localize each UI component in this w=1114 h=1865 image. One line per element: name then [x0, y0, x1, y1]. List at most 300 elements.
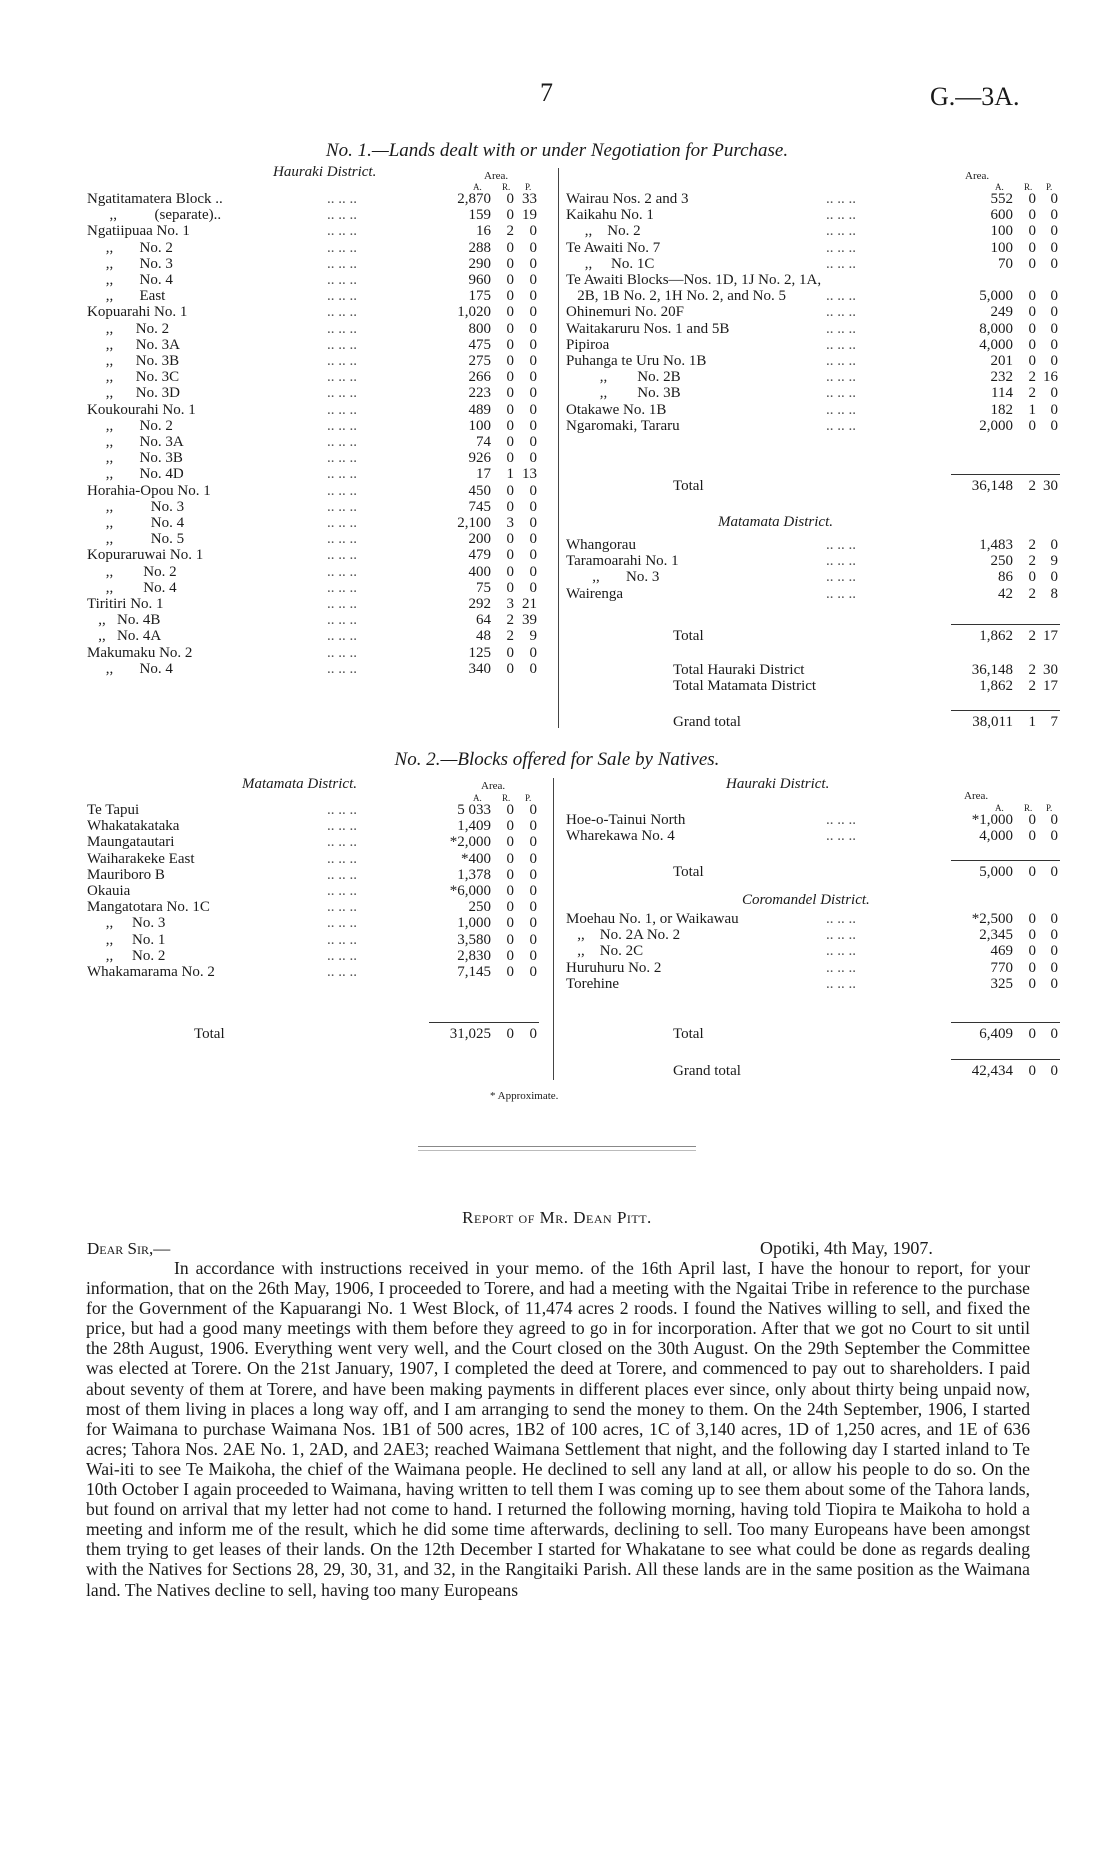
area-perches: 0	[1050, 569, 1058, 586]
area-roods: 0	[1028, 927, 1036, 944]
leader-dots: .. .. ..	[327, 482, 357, 499]
area-perches: 0	[529, 304, 537, 321]
area-acres: 1,483	[979, 537, 1013, 553]
entry-name: ,, No. 2	[87, 239, 173, 256]
leader-dots: .. .. ..	[327, 947, 357, 964]
leader-dots: .. .. ..	[327, 223, 357, 240]
total-perches: 0	[1050, 1063, 1058, 1079]
table-row	[87, 402, 557, 419]
area-acres: *400	[461, 850, 491, 867]
leader-dots: .. .. ..	[826, 288, 856, 305]
area-perches: 0	[529, 498, 537, 515]
area-acres: 250	[468, 899, 491, 916]
area-acres: 249	[990, 304, 1013, 321]
matamata-district-heading: Matamata District.	[718, 514, 833, 530]
unit-roods: R.	[502, 182, 511, 192]
section2-title: No. 2.—Blocks offered for Sale by Natives.	[394, 749, 720, 770]
total-label: Total	[673, 864, 704, 880]
area-perches: 8	[1050, 585, 1058, 602]
area-roods: 0	[506, 531, 514, 548]
area-acres: 600	[990, 207, 1013, 224]
table-row	[87, 385, 557, 402]
area-roods: 0	[506, 353, 514, 369]
area-acres: 475	[468, 336, 491, 353]
area-roods: 0	[1028, 911, 1036, 927]
leader-dots: .. .. ..	[327, 304, 357, 321]
entry-name: Mangatotara No. 1C	[87, 899, 210, 916]
area-acres: 86	[998, 569, 1013, 586]
entry-name: Ohinemuri No. 20F	[566, 304, 684, 321]
area-roods: 0	[506, 272, 514, 288]
area-acres: 250	[990, 553, 1013, 570]
area-roods: 0	[1028, 353, 1036, 369]
total-perches: 17	[1043, 628, 1058, 644]
entry-name: Kopuarahi No. 1	[87, 304, 188, 321]
leader-dots: .. .. ..	[327, 915, 357, 932]
table-row	[566, 255, 1058, 273]
table-row	[87, 369, 557, 386]
unit-acres: A.	[995, 803, 1004, 813]
area-acres: 100	[468, 417, 491, 434]
entry-name: Wairau Nos. 2 and 3	[566, 191, 689, 207]
table-row	[566, 927, 1058, 944]
area-roods: 0	[1028, 417, 1036, 434]
area-perches: 0	[529, 450, 537, 467]
total-acres: 1,862	[979, 628, 1013, 644]
hauraki-total-row	[566, 478, 1058, 495]
table-row	[87, 915, 547, 932]
area-roods: 3	[506, 515, 514, 531]
unit-acres: A.	[473, 793, 482, 803]
leader-dots: .. .. ..	[327, 818, 357, 835]
area-roods: 0	[1028, 812, 1036, 828]
leader-dots: .. .. ..	[826, 959, 856, 976]
table-row	[566, 320, 1058, 338]
area-perches: 0	[529, 239, 537, 256]
entry-name: ,, No. 3	[87, 255, 173, 272]
area-roods: 0	[1028, 191, 1036, 207]
entry-name: Kaikahu No. 1	[566, 207, 654, 224]
entry-name: Whakamarama No. 2	[87, 964, 215, 980]
total-perches: 0	[1050, 864, 1058, 880]
area-roods: 0	[506, 255, 514, 272]
leader-dots: .. .. ..	[327, 834, 357, 851]
entry-name: ,, No. 2	[87, 947, 166, 964]
table-row	[566, 272, 1026, 289]
section1-divider	[558, 168, 559, 728]
leader-dots: .. .. ..	[826, 943, 856, 960]
entry-name: ,, No. 2	[566, 223, 641, 240]
table-row	[87, 240, 557, 257]
table-row	[87, 191, 557, 208]
leader-dots: .. .. ..	[327, 883, 357, 899]
area-acres: 175	[468, 288, 491, 305]
area-acres: 2,345	[979, 927, 1013, 944]
total-roods: 2	[1028, 662, 1036, 678]
area-roods: 0	[1028, 239, 1036, 256]
table-row	[87, 661, 557, 678]
entry-name: 2B, 1B No. 2, 1H No. 2, and No. 5	[566, 288, 786, 305]
area-roods: 0	[506, 850, 514, 867]
total-roods: 2	[1028, 478, 1036, 494]
area-perches: 0	[529, 579, 537, 596]
total-label: Total Hauraki District	[673, 662, 805, 678]
area-perches: 0	[1050, 911, 1058, 927]
table-row	[87, 964, 547, 981]
area-roods: 0	[1028, 943, 1036, 960]
table-row	[566, 585, 1058, 603]
entry-name: Wharekawa No. 4	[566, 828, 675, 845]
area-acres: 74	[476, 434, 491, 450]
area-roods: 2	[1028, 553, 1036, 570]
area-roods: 0	[1028, 975, 1036, 992]
leader-dots: .. .. ..	[327, 931, 357, 948]
table-row	[87, 932, 547, 949]
unit-perches: P.	[1046, 182, 1053, 192]
area-roods: 2	[506, 223, 514, 240]
area-perches: 0	[1050, 288, 1058, 305]
report-body: In accordance with instructions received in your memo. of the 16th April last, I have the honour to report, for your information, that on the 26th May, 1906, I proceeded to Torere, and had a meeting with the Ngaitai Tribe in reference to the purchase for the Government of the Kapuarangi No. 1 West Block, of 11,474 acres 2 roods. I found the Natives willing to sell, and fixed the price, but had a good many meetings with them before they agreed to go in for incorporation. After that we got no Court to sit until the 28th August, 1906. Everything went very well, and the Court closed on the 30th August. On the 29th September the Committee was elected at Torere. On the 21st January, 1907, I completed the deed at Torere, and commenced to pay out to shareholders. I paid about seventy of them at Torere, and have been making payments in different places ever since, only about thirty being unpaid now, most of them living in places a long way off, and I am arranging to send the money to them. On the 24th September, 1906, I started for Waimana to purchase Waimana Nos. 1B1 of 500 acres, 1B2 of 100 acres, 1C of 3,140 acres, 1D of 1,250 acres, and 1E of 636 acres; Tahora Nos. 2AE No. 1, 2AD, and 2AE3; reached Waimana Settlement that night, and the following day I started inland to Te Wai-iti to see Te Maikoha, the chief of the Waimana people. He declined to sell any land at all, or allow his people to do so. On the 10th October I again proceeded to Waimana, having written to tell them I was coming up to see them about some of the Tahora lands, but found on arrival that my letter had not come to hand. I returned the following morning, having told Tiopira te Maikoha to hold a meeting and inform me of the result, which he did some time afterwards, declining to sell. Too many Europeans have been amongst them trying to get leases of their lands. On the 12th December I started for Whakatane to see what could be done as regards dealing with the Natives for Sections 28, 29, 30, 31, and 32, in the Rangitaiki Parish. All these lands are in the same position as the Waimana land. The Natives decline to sell, having too many Europeans	[86, 1258, 1030, 1600]
area-perches: 0	[1050, 239, 1058, 256]
area-roods: 3	[506, 596, 514, 612]
unit-perches: P.	[525, 793, 532, 803]
leader-dots: .. .. ..	[327, 964, 357, 980]
table-row	[87, 434, 557, 451]
area-acres: 125	[468, 644, 491, 661]
area-roods: 0	[506, 660, 514, 677]
entry-name: Okauia	[87, 883, 131, 899]
coromandel-district-heading: Coromandel District.	[742, 892, 870, 908]
area-perches: 0	[529, 915, 537, 932]
table-row	[87, 450, 557, 467]
area-acres: 745	[468, 498, 491, 515]
total-perches: 30	[1043, 478, 1058, 494]
area-roods: 0	[506, 207, 514, 224]
area-perches: 0	[529, 401, 537, 418]
area-perches: 0	[529, 563, 537, 580]
entry-name: Ngatitamatera Block ..	[87, 191, 223, 207]
table-row	[87, 353, 557, 370]
entry-name: ,, No. 2B	[566, 369, 681, 386]
total-label: Total	[673, 628, 704, 644]
area-perches: 13	[522, 466, 537, 483]
table-row	[87, 547, 557, 564]
area-perches: 0	[529, 547, 537, 564]
area-perches: 0	[529, 288, 537, 305]
area-perches: 0	[1050, 975, 1058, 992]
table-row	[87, 596, 557, 613]
total-perches: 30	[1043, 662, 1058, 678]
area-acres: 5,000	[979, 288, 1013, 305]
entry-name: ,, No. 4	[87, 272, 173, 288]
area-roods: 0	[506, 866, 514, 883]
area-acres: 100	[990, 239, 1013, 256]
leader-dots: .. .. ..	[327, 660, 357, 677]
area-acres: 2,100	[457, 515, 491, 531]
area-perches: 0	[529, 850, 537, 867]
table-row	[566, 304, 1058, 321]
table-row	[566, 553, 1058, 570]
entry-name: Pipiroa	[566, 336, 610, 353]
entry-name: Puhanga te Uru No. 1B	[566, 353, 707, 369]
area-roods: 0	[506, 417, 514, 434]
entry-name: ,, No. 3B	[566, 385, 681, 402]
leader-dots: .. .. ..	[327, 866, 357, 883]
area-perches: 16	[1043, 369, 1058, 386]
entry-name: Taramoarahi No. 1	[566, 553, 679, 570]
leader-dots: .. .. ..	[826, 304, 856, 321]
area-perches: 0	[529, 931, 537, 948]
area-perches: 0	[1050, 417, 1058, 434]
area-acres: 42	[998, 585, 1013, 602]
unit-perches: P.	[525, 182, 532, 192]
table-row	[566, 812, 1058, 829]
entry-name: Waiharakeke East	[87, 850, 195, 867]
table-row	[87, 612, 557, 629]
area-acres: 1,020	[457, 304, 491, 321]
area-acres: 64	[476, 612, 491, 629]
leader-dots: .. .. ..	[826, 812, 856, 828]
table-row	[87, 899, 547, 916]
entry-name: ,, No. 5	[87, 531, 185, 548]
table-row	[87, 580, 557, 597]
area-roods: 0	[506, 947, 514, 964]
area-roods: 0	[506, 288, 514, 305]
table-row	[566, 975, 1058, 993]
table-row	[566, 353, 1058, 370]
footnote: * Approximate.	[490, 1090, 559, 1102]
leader-dots: .. .. ..	[826, 585, 856, 602]
table-row	[87, 564, 557, 581]
area-roods: 0	[506, 899, 514, 916]
total-rule	[951, 1022, 1060, 1023]
leader-dots: .. .. ..	[327, 644, 357, 661]
area-roods: 0	[506, 547, 514, 564]
left-total-row	[87, 1026, 547, 1043]
area-perches: 0	[529, 644, 537, 661]
area-acres: *6,000	[449, 883, 491, 899]
table-row	[566, 959, 1058, 977]
total-label: Grand total	[673, 714, 741, 730]
area-perches: 9	[529, 628, 537, 645]
area-acres: *2,500	[971, 911, 1013, 927]
entry-name: ,, No. 3C	[87, 369, 180, 386]
table-row	[566, 369, 1058, 386]
area-perches: 0	[529, 531, 537, 548]
area-acres: *1,000	[971, 812, 1013, 828]
leader-dots: .. .. ..	[327, 401, 357, 418]
area-acres: 770	[990, 959, 1013, 976]
total-acres: 38,011	[972, 714, 1013, 730]
table-row	[566, 191, 1058, 208]
table-row	[566, 401, 1058, 419]
area-acres: 182	[990, 401, 1013, 418]
area-perches: 0	[1050, 943, 1058, 960]
total-perches: 0	[529, 1026, 537, 1042]
table-row	[566, 207, 1058, 224]
entry-name: Whakatakataka	[87, 818, 180, 835]
section2-divider	[553, 778, 554, 1080]
area-roods: 0	[506, 450, 514, 467]
matamata-total-row	[566, 628, 1058, 645]
area-acres: 200	[468, 531, 491, 548]
entry-name: Tiritiri No. 1	[87, 596, 164, 612]
area-roods: 2	[506, 628, 514, 645]
leader-dots: .. .. ..	[327, 353, 357, 369]
area-perches: 0	[529, 255, 537, 272]
area-perches: 0	[529, 834, 537, 851]
area-roods: 0	[506, 498, 514, 515]
leader-dots: .. .. ..	[826, 911, 856, 927]
area-roods: 2	[1028, 585, 1036, 602]
entry-name: Ngatiipuaa No. 1	[87, 223, 190, 240]
total-label: Total Matamata District	[673, 678, 817, 694]
area-perches: 0	[529, 818, 537, 835]
table-row	[566, 943, 1058, 960]
table-row	[87, 483, 557, 500]
area-acres: 292	[468, 596, 491, 612]
entry-name: ,, East	[87, 288, 166, 305]
area-acres: 450	[468, 482, 491, 499]
entry-name: Maungatautari	[87, 834, 175, 851]
area-roods: 0	[506, 644, 514, 661]
leader-dots: .. .. ..	[826, 336, 856, 353]
table-row	[87, 628, 557, 645]
area-roods: 0	[506, 191, 514, 207]
entry-name: Te Awaiti No. 7	[566, 239, 661, 256]
area-acres: 469	[990, 943, 1013, 960]
area-acres: 1,000	[457, 915, 491, 932]
entry-name: ,, No. 4	[87, 515, 185, 531]
area-acres: 552	[990, 191, 1013, 207]
leader-dots: .. .. ..	[327, 450, 357, 467]
area-perches: 39	[522, 612, 537, 629]
table-row	[87, 272, 557, 289]
section1-left-area-label: Area.	[484, 170, 509, 182]
leader-dots: .. .. ..	[826, 385, 856, 402]
area-perches: 0	[529, 369, 537, 386]
entry-name: ,, No. 3	[87, 915, 166, 932]
total-acres: 36,148	[971, 478, 1013, 494]
entry-name: ,, No. 3D	[87, 385, 180, 402]
table-row	[87, 256, 557, 273]
leader-dots: .. .. ..	[327, 320, 357, 337]
separator-rule	[418, 1146, 696, 1147]
area-acres: 325	[990, 975, 1013, 992]
total-rule	[429, 1022, 539, 1023]
area-perches: 0	[529, 417, 537, 434]
total-rule	[951, 860, 1060, 861]
entry-name: ,, No. 1C	[566, 255, 655, 272]
total-roods: 2	[1028, 628, 1036, 644]
area-acres: 926	[468, 450, 491, 467]
entry-name: Mauriboro B	[87, 866, 165, 883]
area-perches: 0	[1050, 828, 1058, 845]
area-acres: 800	[468, 320, 491, 337]
unit-roods: R.	[1024, 803, 1033, 813]
area-acres: 1,378	[457, 866, 491, 883]
leader-dots: .. .. ..	[327, 802, 357, 818]
section2-right-district: Hauraki District.	[726, 776, 830, 792]
table-row	[566, 417, 1058, 435]
entry-name: ,, No. 4A	[87, 628, 162, 645]
area-roods: 0	[506, 931, 514, 948]
entry-name: ,, No. 4D	[87, 466, 184, 483]
area-roods: 0	[506, 563, 514, 580]
area-perches: 0	[529, 482, 537, 499]
area-perches: 0	[529, 883, 537, 899]
leader-dots: .. .. ..	[327, 272, 357, 288]
total-label: Total	[673, 1026, 704, 1042]
table-row	[566, 239, 1058, 257]
area-perches: 0	[529, 964, 537, 980]
entry-name: ,, No. 1	[87, 931, 166, 948]
table-row	[87, 883, 547, 900]
area-perches: 9	[1050, 553, 1058, 570]
total-rule	[951, 474, 1060, 475]
leader-dots: .. .. ..	[327, 547, 357, 564]
entry-name: ,, No. 4	[87, 660, 173, 677]
summary-row	[566, 662, 1058, 679]
area-perches: 0	[529, 320, 537, 337]
leader-dots: .. .. ..	[327, 417, 357, 434]
area-roods: 0	[1028, 959, 1036, 976]
area-roods: 0	[1028, 207, 1036, 224]
leader-dots: .. .. ..	[327, 498, 357, 515]
area-acres: 100	[990, 223, 1013, 240]
area-perches: 0	[529, 353, 537, 369]
total-acres: 42,434	[971, 1063, 1013, 1079]
table-row	[566, 828, 1058, 845]
table-row	[87, 223, 557, 240]
table-row	[87, 288, 557, 305]
area-roods: 2	[1028, 537, 1036, 553]
area-perches: 0	[529, 272, 537, 288]
leader-dots: .. .. ..	[826, 223, 856, 240]
area-acres: 5 033	[457, 802, 491, 818]
table-row	[87, 304, 557, 321]
unit-acres: A.	[473, 182, 482, 192]
entry-name: ,, No. 3B	[87, 450, 183, 467]
entry-name: ,, No. 4B	[87, 612, 161, 629]
coromandel-total-row	[566, 1026, 1058, 1043]
area-acres: 201	[990, 353, 1013, 369]
table-row	[87, 834, 547, 851]
area-roods: 0	[506, 883, 514, 899]
area-acres: 960	[468, 272, 491, 288]
area-acres: 48	[476, 628, 491, 645]
grand-total-row	[566, 1063, 1058, 1080]
total-acres: 36,148	[971, 662, 1013, 678]
area-acres: 8,000	[979, 320, 1013, 337]
area-roods: 0	[1028, 336, 1036, 353]
leader-dots: .. .. ..	[826, 828, 856, 845]
area-roods: 0	[506, 434, 514, 450]
total-label: Total	[673, 478, 704, 494]
entry-name: ,, (separate)..	[87, 207, 222, 224]
leader-dots: .. .. ..	[826, 369, 856, 386]
table-row	[87, 337, 557, 354]
area-acres: 2,830	[457, 947, 491, 964]
leader-dots: .. .. ..	[327, 369, 357, 386]
total-rule	[951, 710, 1060, 711]
area-perches: 0	[529, 434, 537, 450]
area-roods: 0	[506, 385, 514, 402]
area-acres: 400	[468, 563, 491, 580]
entry-name: Ngaromaki, Tararu	[566, 417, 680, 434]
leader-dots: .. .. ..	[327, 466, 357, 483]
entry-name: Te Awaiti Blocks—Nos. 1D, 1J No. 2, 1A,	[566, 272, 822, 288]
